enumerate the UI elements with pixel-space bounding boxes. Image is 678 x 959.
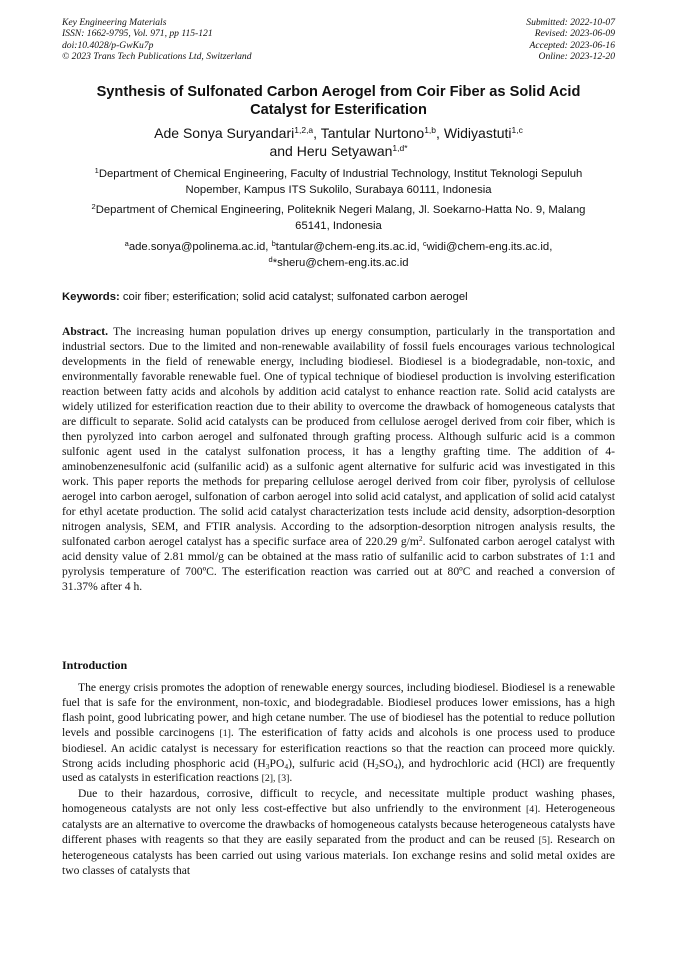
author-emails: $^a$ade.sonya@polinema.ac.id, $^b$tantular@chem-eng.its.ac.id, $^c$widi@chem-eng.its.ac.id, $^d$*sheru@chem-eng.its.ac.id (124, 239, 553, 269)
author-affiliation-marker: 1,c (511, 125, 523, 135)
affiliation-number: 2 (91, 202, 96, 211)
affiliation-number: 1 (94, 166, 99, 175)
author-affiliation-marker: 1,d* (392, 143, 408, 153)
accepted-date: Accepted: 2023-06-16 (529, 39, 615, 51)
issn-line: ISSN: 1662-9795, Vol. 971, pp 115-121 (62, 28, 213, 40)
author-line: and Heru Setyawan$^{1,d*}$ (269, 143, 408, 159)
citation[interactable]: [5] (538, 835, 551, 847)
publication-dates (526, 17, 615, 63)
introduction-body (62, 681, 615, 879)
abstract-label: Abstract. (62, 325, 109, 338)
paragraph: Due to their hazardous, corrosive, difficult to recycle, and necessitate multiple product washing phases, homogeneous catalysts are not only less cost-effective but also unfriendly to the environment [4]. Heterogeneous catalysts are an alternative to overcome the drawbacks of homogeneous catalysts because heterogeneous catalysts have different phases with reagents so that they are easily separated from the product and can be reused [5]. Research on heterogeneous catalysts has been carried out using various materials. Ion exchange resins and solid metal oxides are two classes of catalysts that (62, 787, 616, 877)
affiliation-1: $^1$Department of Chemical Engineering, Faculty of Industrial Technology, Institut Teknologi Sepuluh Nopember, Kampus ITS Sukolilo, Surabaya 60111, Indonesia (94, 166, 583, 196)
author-list (62, 124, 615, 160)
citation[interactable]: [4] (526, 804, 538, 816)
author-line: Ade Sonya Suryandari$^{1,2,a}$, Tantular Nurtono$^{1,b}$, Widiyastuti$^{1,c}$ (154, 125, 523, 141)
title-line: Catalyst for Esterification (250, 102, 427, 118)
author-name: Tantular Nurtono (320, 125, 425, 141)
abstract: Abstract. The increasing human population drives up energy consumption, particularly in the transportation and industrial sectors. Due to the limited and non-renewable availability of fossil fuels encourages various technological developments in the field of renewable energy, including biodiesel. Biodiesel is a biodegradable, non-toxic, and environmentally favorable renewable fuel. One of typical technique of biodiesel production is involving esterification reaction between fatty acids and alcohols by addition acid catalyst to enhance reaction rate. Solid acid catalysts are widely utilized for esterification reaction due to their ability to overcome the drawback of homogeneous catalysts that are difficult to separate. Solid acid catalysts can be produced from cellulose aerogel derived from coir fiber, which is then pyrolyzed into carbon aerogel and sulfonated through grafting process. Although sulfuric acid is a common sulfonic agent used in the catalyst sulfonation process, it has a lengthy grafting time. The addition of 4-aminobenzenesulfonic acid (sulfanilic acid) as a sulfonic agent alternative for sulfuric acid was investigated in this work. This paper reports the methods for preparing cellulose aerogel derived from coir fiber, pyrolysis of cellulose aerogel into carbon aerogel, sulfonation of carbon aerogel into solid acid catalyst, and application of solid acid catalyst for ethyl acetate production. The solid acid catalyst characterization tests include acid density, adsorption-desorption nitrogen analysis, SEM, and FTIR analysis. According to the adsorption-desorption nitrogen analysis results, the sulfonated carbon aerogel catalyst has a specific surface area of 220.29 $g/m^2$. Sulfonated carbon aerogel catalyst with acid density value of 2.81 mmol/g can be obtained at the mass ratio of sulfanilic acid to carbon substrates of 1:1 and pyrolysis temperature of 700ºC. The esterification reaction was carried out at 80ºC and reached a conversion of 31.37% after 4 h. (62, 325, 615, 593)
keywords-text: coir fiber; esterification; solid acid catalyst; sulfonated carbon aerogel (119, 291, 468, 303)
journal-name: Key Engineering Materials (62, 17, 167, 28)
author-affiliation-marker: 1,2,a (294, 125, 314, 135)
author-name: Widiyastuti (443, 125, 512, 141)
keywords-label: Keywords: (62, 291, 120, 303)
affiliation-2: $^2$Department of Chemical Engineering, Politeknik Negeri Malang, Jl. Soekarno-Hatta No. 9, Malang 65141, Indonesia (91, 202, 586, 232)
journal-info (62, 17, 252, 63)
paper-title (62, 83, 615, 119)
email-link[interactable]: widi@chem-eng.its.ac.id, (426, 241, 553, 253)
section-heading: Introduction (62, 658, 128, 672)
author-name: Heru Setyawan (296, 143, 393, 159)
doi-line: doi:10.4028/p-GwKu7p (62, 39, 154, 51)
email-link[interactable]: *sheru@chem-eng.its.ac.id (272, 256, 409, 269)
paragraph: The energy crisis promotes the adoption of renewable energy sources, including biodiesel. Biodiesel is a renewable fuel that is safe for the environment, non-toxic, and biodegradable. Biodiesel produces lower emissions, has a high flash point, good lubricating power, and high cetane number. The use of biodiesel has the potential to reduce pollution levels and possible carcinogens [1]. The esterification of fatty acids and alcohols is one process used to produce biodiesel. An acidic catalyst is necessary for esterification reactions so that the reaction can proceed more quickly. Strong acids including phosphoric acid $(H_3PO_4)$, sulfuric acid $(H_2SO_4)$, and hydrochloric acid (HCl) are frequently used as catalysts in esterification reactions [2], [3]. (62, 681, 615, 785)
author-name: Ade Sonya Suryandari (154, 125, 295, 141)
email-link[interactable]: tantular@chem-eng.its.ac.id, (275, 241, 420, 253)
online-date: Online: 2023-12-20 (538, 51, 615, 63)
submitted-date: Submitted: 2022-10-07 (526, 17, 615, 28)
author-affiliation-marker: 1,b (424, 125, 437, 135)
citation[interactable]: [2], [3] (261, 773, 290, 785)
title-line: Synthesis of Sulfonated Carbon Aerogel from Coir Fiber as Solid Acid (96, 84, 581, 100)
copyright-line: © 2023 Trans Tech Publications Ltd, Switzerland (62, 51, 252, 63)
keywords (62, 290, 468, 304)
revised-date: Revised: 2023-06-09 (534, 28, 615, 40)
email-link[interactable]: ade.sonya@polinema.ac.id, (128, 241, 269, 253)
citation[interactable]: [1] (219, 727, 231, 739)
